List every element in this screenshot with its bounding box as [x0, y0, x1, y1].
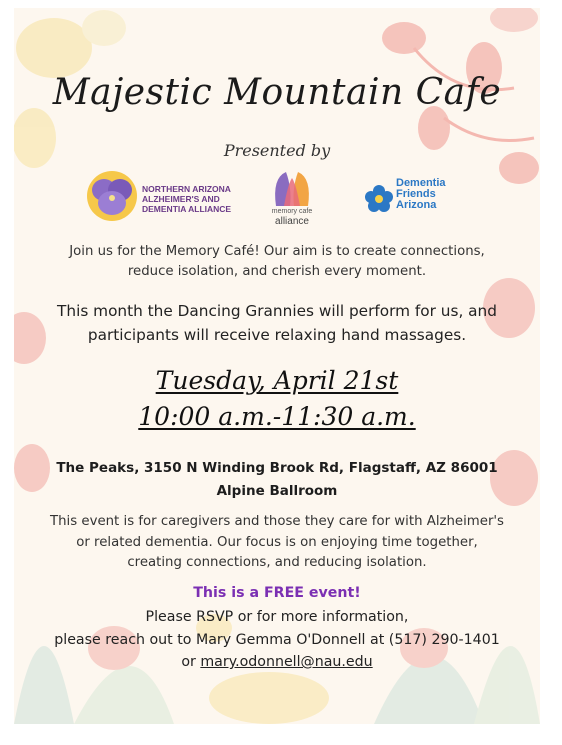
- about-line-1: This event is for caregivers and those they care for with Alzheimer's: [50, 514, 504, 529]
- event-time-text: 10:00 a.m.-11:30 a.m.: [138, 402, 416, 431]
- event-date: [14, 366, 540, 395]
- rsvp-or: or: [181, 654, 196, 670]
- intro-line-2: reduce isolation, and cherish every moment.: [127, 264, 427, 279]
- address-line: The Peaks, 3150 N Winding Brook Rd, Flagstaff, AZ 86001: [56, 460, 498, 476]
- dfa-line3: Arizona: [396, 199, 437, 211]
- about-line-2: or related dementia. Our focus is on enjoying time together,: [76, 534, 478, 550]
- memory-cafe-alliance-logo: [262, 168, 322, 228]
- about-paragraph: [34, 512, 520, 574]
- about-line-3: creating connections, and reducing isolation.: [127, 555, 427, 570]
- rsvp-line-2: please reach out to Mary Gemma O'Donnell at (517) 290-1401: [54, 631, 500, 648]
- dfa-line1: Dementia: [396, 177, 446, 189]
- pansy-icon: [86, 170, 138, 222]
- event-title: Majestic Mountain Cafe: [52, 72, 502, 113]
- naada-line3: DEMENTIA ALLIANCE: [142, 204, 232, 214]
- naada-logo: [86, 168, 236, 228]
- dementia-friends-arizona-logo: [364, 168, 464, 228]
- email-link[interactable]: mary.odonnell@nau.edu: [200, 654, 373, 670]
- month-line-1: This month the Dancing Grannies will perform for us, and: [57, 302, 497, 320]
- rsvp-line-1: Please RSVP or for more information,: [145, 609, 409, 625]
- rsvp-info: [14, 606, 540, 674]
- intro-paragraph: [44, 242, 510, 282]
- event-location: [14, 457, 540, 503]
- naada-line1: NORTHERN ARIZONA: [142, 184, 231, 194]
- monthly-activity-paragraph: [36, 299, 518, 347]
- rsvp-line-3: [14, 651, 540, 674]
- naada-line2: ALZHEIMER'S AND: [142, 194, 220, 204]
- intro-line-1: Join us for the Memory Café! Our aim is to create connections,: [69, 244, 485, 259]
- hands-icon: [262, 168, 322, 208]
- room-line: Alpine Ballroom: [216, 483, 338, 499]
- presented-by-label: Presented by: [223, 141, 331, 160]
- event-flyer: [14, 8, 540, 724]
- free-event-notice: This is a FREE event!: [193, 585, 361, 601]
- dfa-line2: Friends: [396, 188, 436, 200]
- event-time: [14, 402, 540, 431]
- forget-me-not-icon: [364, 184, 394, 214]
- mca-line2: alliance: [275, 216, 309, 227]
- event-date-text: Tuesday, April 21st: [155, 366, 399, 395]
- sponsor-logos: [14, 168, 540, 232]
- mca-line1: memory cafe: [271, 208, 313, 215]
- month-line-2: participants will receive relaxing hand massages.: [87, 326, 467, 344]
